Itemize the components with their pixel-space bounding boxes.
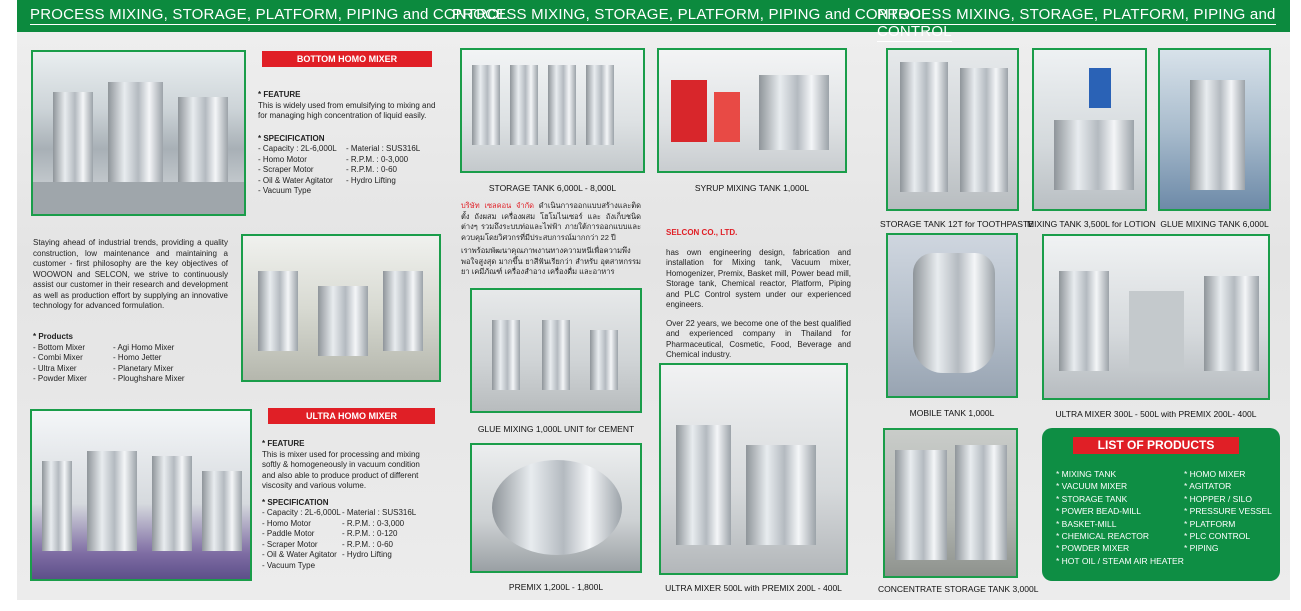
caption-ultra-mixer-500l: ULTRA MIXER 500L with PREMIX 200L - 400L bbox=[665, 583, 842, 593]
photo-concentrate-storage-tank bbox=[883, 428, 1018, 578]
photo-homo-mixer-line bbox=[241, 234, 441, 382]
header-title-left: PROCESS MIXING, STORAGE, PLATFORM, PIPING and CONTROL bbox=[30, 6, 508, 23]
photo-ultra-mixer-500l bbox=[659, 363, 848, 575]
caption-storage-tank-toothpaste: STORAGE TANK 12T for TOOTHPASTE bbox=[880, 219, 1034, 229]
ultra-homo-details: * FEATURE This is mixer used for processing and mixing softly & homogeneously in vacuum condition and also able to produce product of different viscosity and various volume. * SPECIFICATION - Capacity : 2L-6,000L - Material : SUS316L - Homo Motor - R.P.M. : 0-3,000 - Paddle Motor - R.P.M. : 0-120 - Scraper Motor - R.P.M. : 0-60 - Oil & Water Agitator - Hydro Lifting - Vacuum Type bbox=[262, 439, 420, 570]
list-of-products-right bbox=[1184, 468, 1272, 555]
photo-glue-mixing-cement bbox=[470, 288, 642, 413]
caption-glue-mixing-tank: GLUE MIXING TANK 6,000L bbox=[1160, 219, 1269, 229]
list-item: * VACUUM MIXER bbox=[1056, 481, 1128, 492]
caption-storage-tank: STORAGE TANK 6,000L - 8,000L bbox=[488, 183, 617, 193]
photo-ultra-mixer-300l bbox=[1042, 234, 1270, 400]
list-of-products-left bbox=[1056, 468, 1184, 567]
photo-mixing-tank-lotion bbox=[1032, 48, 1147, 211]
caption-glue-mixing-cement: GLUE MIXING 1,000L UNIT for CEMENT bbox=[477, 424, 635, 434]
list-item: * PLATFORM bbox=[1184, 518, 1236, 529]
thai-paragraph-2: เราพร้อมพัฒนาคุณภาพงานทางความหนีเพื่อความพึงพอใจสูงสุด มากขึ้น ยาสีฟันเรียกว่า สำหรับ อุตสาหกรรมยา เคมีภัณฑ์ เครื่องสำอาง เครื่องดื่ม และอาหาร bbox=[461, 246, 641, 276]
list-of-products-box bbox=[1042, 428, 1280, 581]
list-item: * POWDER MIXER bbox=[1056, 543, 1130, 554]
caption-premix: PREMIX 1,200L - 1,800L bbox=[508, 582, 604, 592]
photo-mobile-tank bbox=[886, 233, 1018, 398]
photo-storage-tank bbox=[460, 48, 645, 173]
thai-paragraph-1: บริษัท เซลคอน จำกัด ดำเนินการออกแบบสร้างและติดตั้ง ถังผสม เครื่องผสม โฮโมไนเซอร์ และ ถังเก็บชนิด ต่างๆ รวมถึงระบบท่อและไฟฟ้า ภายใต้การออกแบบและควบคุมโดยวิศวกรที่มีประสบการณ์มากกว่า 22 ปี bbox=[461, 201, 641, 242]
photo-glue-mixing-tank bbox=[1158, 48, 1271, 211]
bottom-homo-details: * FEATURE This is widely used from emulsifying to mixing and for managing high concentration of liquid easily. * SPECIFICATION - Capacity : 2L-6,000L - Material : SUS316L - Homo Motor - R.P.M. : 0-3,000 - Scraper Motor - R.P.M. : 0-60 - Oil & Water Agitator - Hydro Lifting - Vacuum Type bbox=[258, 90, 436, 195]
header-title-right: PROCESS MIXING, STORAGE, PLATFORM, PIPING and CONTROL bbox=[877, 6, 1276, 40]
list-item: * HOT OIL / STEAM AIR HEATER bbox=[1056, 555, 1184, 566]
header-bar bbox=[17, 0, 1290, 40]
selcon-description: SELCON CO., LTD. has own engineering design, fabrication and installation for Mixing tank, Vacuum mixer, Homogenizer, Premix, Basket mill, Power bead mill, Storage tank, Chemical reactor, Platform, Piping and PLC Control system under our experienced engineers. Over 22 years, we become one of the best qualified and experienced company in Thailand for Pharmaceutical, Cosmetic, Food, Beverage and Chemical industry. bbox=[666, 228, 851, 359]
list-item: * PLC CONTROL bbox=[1184, 531, 1251, 542]
list-item: * PIPING bbox=[1184, 543, 1219, 554]
caption-mobile-tank: MOBILE TANK 1,000L bbox=[909, 408, 995, 418]
list-item: * HOMO MIXER bbox=[1184, 469, 1246, 479]
list-item: * CHEMICAL REACTOR bbox=[1056, 531, 1150, 542]
list-item: * STORAGE TANK bbox=[1056, 493, 1128, 504]
list-item: * POWER BEAD-MILL bbox=[1056, 506, 1142, 517]
caption-mixing-tank-lotion: MIXING TANK 3,500L for LOTION bbox=[1027, 219, 1156, 229]
photo-syrup-mixing-tank bbox=[657, 48, 847, 173]
photo-bottom-homo-mixer bbox=[31, 50, 246, 216]
ultra-homo-title: ULTRA HOMO MIXER bbox=[268, 408, 435, 424]
products-list: * Products - Bottom Mixer - Agi Homo Mixer - Combi Mixer - Homo Jetter - Ultra Mixer - Planetary Mixer - Powder Mixer - Ploughshare Mixer bbox=[33, 332, 185, 383]
list-item: * BASKET-MILL bbox=[1056, 518, 1117, 529]
caption-syrup-mixing-tank: SYRUP MIXING TANK 1,000L bbox=[694, 183, 810, 193]
bottom-homo-title: BOTTOM HOMO MIXER bbox=[262, 51, 432, 67]
caption-ultra-mixer-300l: ULTRA MIXER 300L - 500L with PREMIX 200L- 400L bbox=[1055, 409, 1257, 419]
intro-paragraph: Staying ahead of industrial trends, providing a quality construction, low maintenance and maintaining a customer - first philosophy are the key objectives of WOOWON and SELCON, we strive to continuously assist our customer in their research and development as well as production effort by supplying an innovative technology for advanced formulation. bbox=[33, 238, 228, 310]
photo-premix bbox=[470, 443, 642, 573]
list-item: * PRESSURE VESSEL bbox=[1184, 506, 1272, 517]
photo-ultra-homo-mixer bbox=[30, 409, 252, 581]
list-of-products-title: LIST OF PRODUCTS bbox=[1073, 437, 1239, 454]
caption-concentrate-storage-tank: CONCENTRATE STORAGE TANK 3,000L bbox=[878, 584, 1039, 594]
photo-storage-tank-toothpaste bbox=[886, 48, 1019, 211]
list-item: * AGITATOR bbox=[1184, 481, 1232, 492]
list-item: * HOPPER / SILO bbox=[1184, 493, 1253, 504]
header-title-middle: PROCESS MIXING, STORAGE, PLATFORM, PIPING and CONTROL bbox=[452, 6, 930, 23]
list-item: * MIXING TANK bbox=[1056, 469, 1117, 479]
